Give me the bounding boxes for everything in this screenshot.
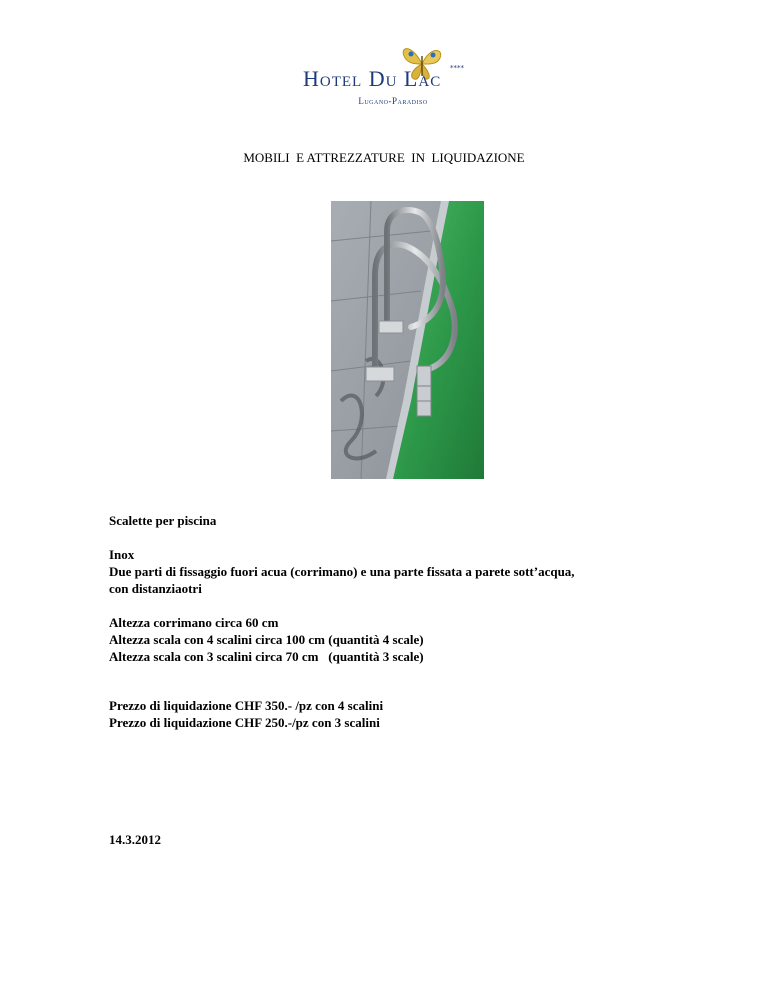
product-title-block bbox=[109, 512, 689, 529]
pool-ladder-image bbox=[331, 201, 484, 479]
hotel-location: Lugano-Paradiso bbox=[358, 96, 428, 106]
hotel-stars: **** bbox=[450, 64, 464, 72]
dimension-line: Altezza scala con 4 scalini circa 100 cm (quantità 4 scale) bbox=[109, 632, 424, 647]
document-date-block bbox=[109, 831, 689, 848]
dimension-line: Altezza scala con 3 scalini circa 70 cm (quantità 3 scale) bbox=[109, 649, 424, 664]
dimension-line: Altezza corrimano circa 60 cm bbox=[109, 615, 279, 630]
price-line: Prezzo di liquidazione CHF 350.- /pz con 4 scalini bbox=[109, 698, 384, 713]
hotel-name: Hotel Du Lac bbox=[303, 66, 442, 91]
product-material: Inox bbox=[109, 547, 135, 562]
price-line: Prezzo di liquidazione CHF 250.-/pz con 3 scalini bbox=[109, 715, 380, 730]
hotel-logo bbox=[298, 40, 488, 116]
product-description-block bbox=[109, 546, 689, 597]
document-date: 14.3.2012 bbox=[109, 832, 161, 847]
pool-ladder-photo bbox=[331, 201, 484, 479]
document-heading: MOBILI E ATTREZZATURE IN LIQUIDAZIONE bbox=[243, 150, 525, 165]
product-title: Scalette per piscina bbox=[109, 513, 217, 528]
product-description-line-1: Due parti di fissaggio fuori acua (corrimano) e una parte fissata a parete sott’acqua, bbox=[109, 564, 575, 579]
product-dimensions-block bbox=[109, 614, 689, 665]
product-prices-block bbox=[109, 697, 689, 731]
product-description-line-2: con distanziaotri bbox=[109, 581, 202, 596]
